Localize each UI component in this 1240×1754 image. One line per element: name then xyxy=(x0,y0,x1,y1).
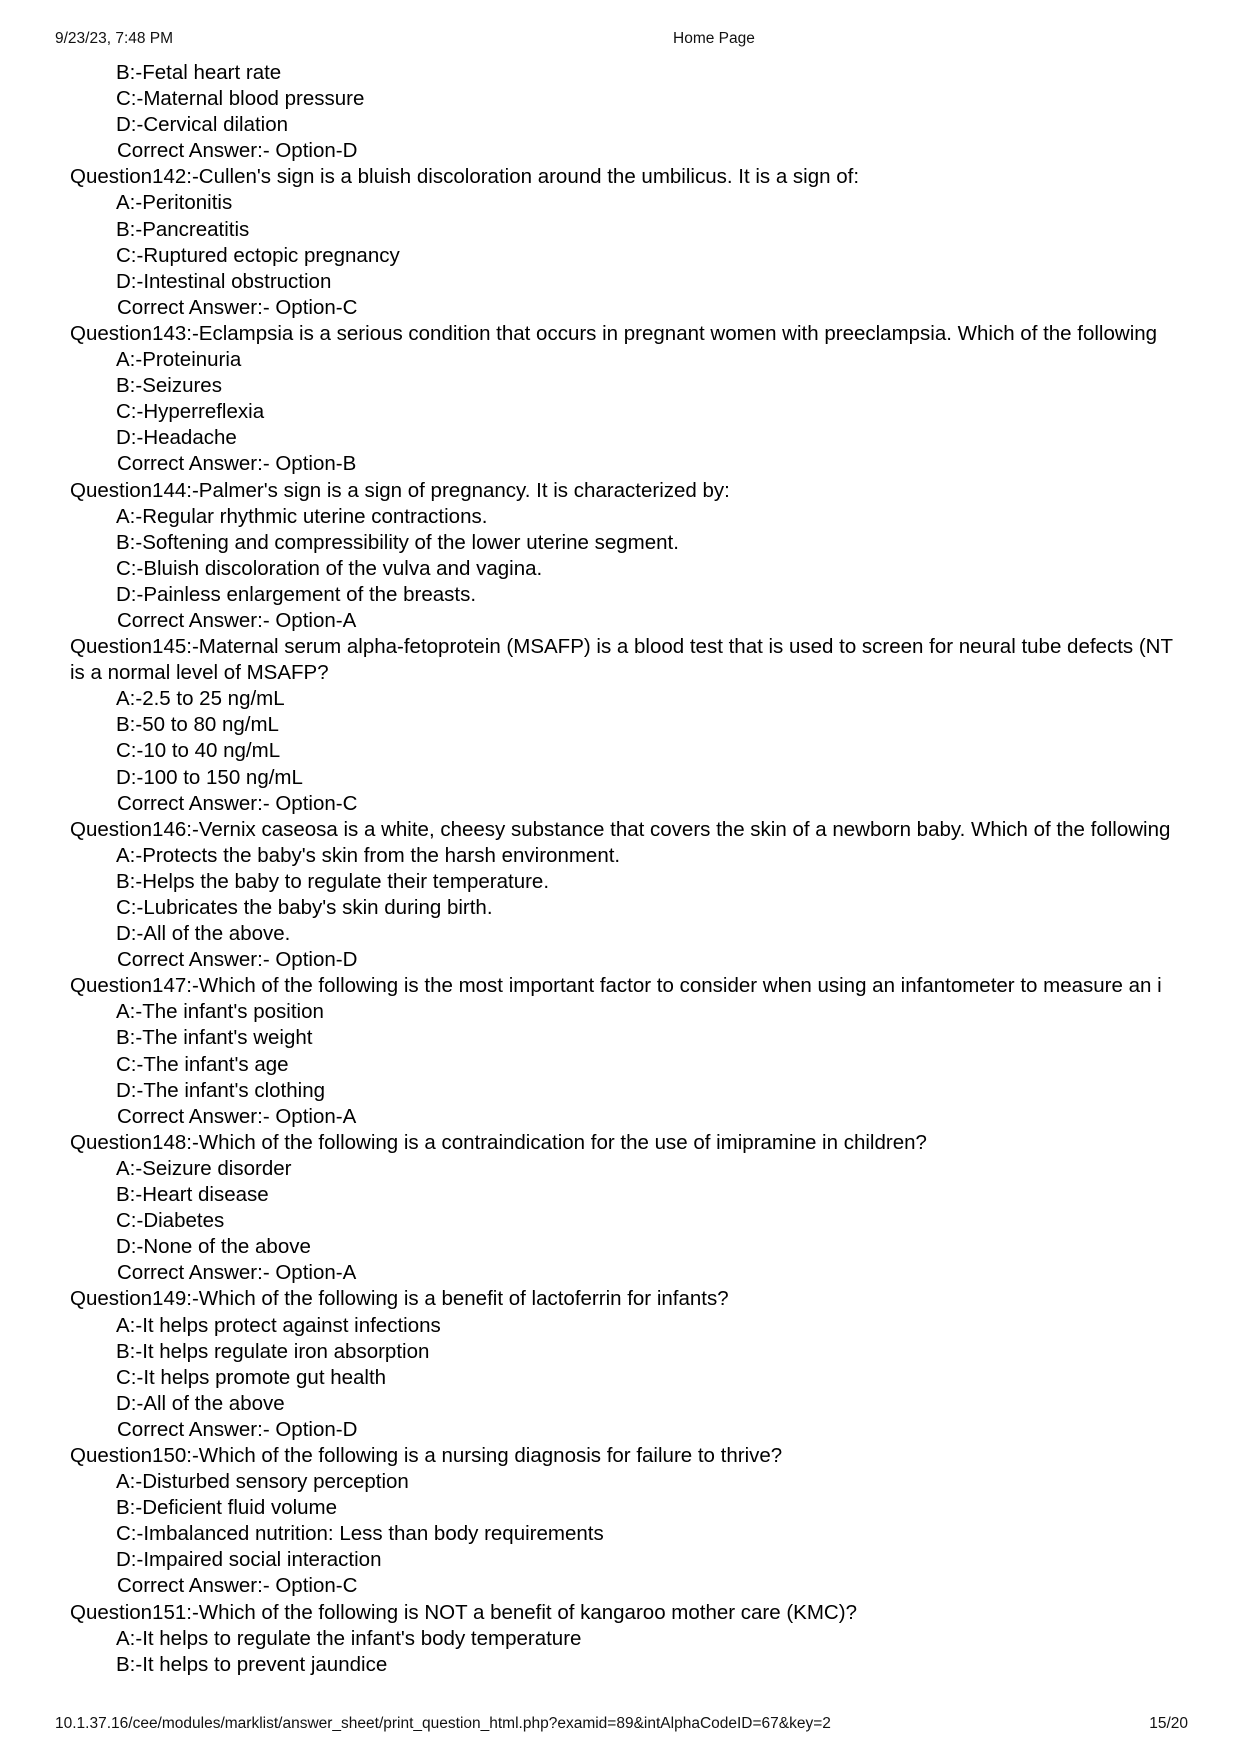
option: B:-Seizures xyxy=(116,374,222,398)
correct-answer: Correct Answer:- Option-D xyxy=(117,139,358,163)
question-block xyxy=(70,634,1180,817)
option: D:-Intestinal obstruction xyxy=(116,269,332,293)
option: C:-The infant's age xyxy=(116,1052,289,1076)
question-text: Question144:-Palmer's sign is a sign of pregnancy. It is characterized by: xyxy=(70,478,730,502)
continued-question xyxy=(70,60,1180,164)
option: D:-All of the above xyxy=(116,1391,285,1415)
option: A:-Disturbed sensory perception xyxy=(116,1470,409,1494)
option: B:-Pancreatitis xyxy=(116,217,250,241)
option: D:-100 to 150 ng/mL xyxy=(116,765,303,789)
question-text: Question150:-Which of the following is a nursing diagnosis for failure to thrive? xyxy=(70,1443,783,1467)
option: D:-Painless enlargement of the breasts. xyxy=(116,582,477,606)
question-block xyxy=(70,1130,1180,1287)
question-block xyxy=(70,1286,1180,1443)
option: B:-It helps regulate iron absorption xyxy=(116,1339,430,1363)
question-text: Question145:-Maternal serum alpha-fetoprotein (MSAFP) is a blood test that is used to screen for neural tube defects (NT xyxy=(70,635,1173,659)
question-block xyxy=(70,321,1180,478)
correct-answer: Correct Answer:- Option-B xyxy=(117,452,357,476)
option: C:-Lubricates the baby's skin during birth. xyxy=(116,896,493,919)
option: C:-Diabetes xyxy=(116,1209,225,1233)
print-header xyxy=(0,29,1240,49)
option: A:-Proteinuria xyxy=(116,348,242,372)
correct-answer: Correct Answer:- Option-C xyxy=(117,295,358,319)
option: D:-Headache xyxy=(116,426,237,450)
question-block xyxy=(70,1443,1180,1600)
option: B:-Softening and compressibility of the lower uterine segment. xyxy=(116,530,679,554)
option: C:-Imbalanced nutrition: Less than body requirements xyxy=(116,1522,604,1546)
option: A:-Protects the baby's skin from the harsh environment. xyxy=(116,843,621,867)
print-url: 10.1.37.16/cee/modules/marklist/answer_sheet/print_question_html.php?examid=89&intAlphaCodeID=67&key=2 xyxy=(55,1715,831,1732)
option: C:-Hyperreflexia xyxy=(116,400,265,424)
option: B:-Heart disease xyxy=(116,1183,269,1207)
question-text: Question148:-Which of the following is a contraindication for the use of imipramine in children? xyxy=(70,1130,927,1154)
question-text: Question147:-Which of the following is the most important factor to consider when using an infantometer to measure an i xyxy=(70,974,1162,998)
correct-answer: Correct Answer:- Option-C xyxy=(117,791,358,815)
option: A:-It helps protect against infections xyxy=(116,1313,441,1337)
correct-answer: Correct Answer:- Option-A xyxy=(117,608,357,632)
print-footer xyxy=(0,1714,1240,1734)
option: A:-2.5 to 25 ng/mL xyxy=(116,687,285,711)
option: A:-Seizure disorder xyxy=(116,1156,292,1180)
question-text: Question143:-Eclampsia is a serious condition that occurs in pregnant women with preeclampsia. Which of the following xyxy=(70,321,1158,345)
option: D:-None of the above xyxy=(116,1235,311,1259)
print-page-title: Home Page xyxy=(673,30,755,47)
print-datetime: 9/23/23, 7:48 PM xyxy=(55,30,174,47)
option: B:-Deficient fluid volume xyxy=(116,1496,338,1520)
question-text-continued: is a normal level of MSAFP? xyxy=(70,661,329,685)
question-block xyxy=(70,164,1180,321)
question-list xyxy=(70,164,1180,1677)
question-block xyxy=(70,478,1180,635)
correct-answer: Correct Answer:- Option-C xyxy=(117,1574,358,1598)
option: D:-Impaired social interaction xyxy=(116,1548,382,1572)
correct-answer: Correct Answer:- Option-A xyxy=(117,1104,357,1128)
option: B:-The infant's weight xyxy=(116,1026,313,1050)
option: B:-Helps the baby to regulate their temperature. xyxy=(116,869,550,893)
question-block xyxy=(70,817,1180,974)
correct-answer: Correct Answer:- Option-A xyxy=(117,1261,357,1285)
option: A:-The infant's position xyxy=(116,1000,324,1024)
option: A:-Regular rhythmic uterine contractions. xyxy=(116,504,488,528)
option: D:-Cervical dilation xyxy=(116,113,289,137)
question-text: Question146:-Vernix caseosa is a white, cheesy substance that covers the skin of a newborn baby. Which of the following xyxy=(70,817,1171,841)
correct-answer: Correct Answer:- Option-D xyxy=(117,1417,358,1441)
question-block xyxy=(70,1600,1180,1678)
option: B:-It helps to prevent jaundice xyxy=(116,1652,388,1676)
option: B:-Fetal heart rate xyxy=(116,61,282,84)
question-text: Question151:-Which of the following is NOT a benefit of kangaroo mother care (KMC)? xyxy=(70,1600,857,1624)
option: D:-The infant's clothing xyxy=(116,1078,326,1102)
option: C:-10 to 40 ng/mL xyxy=(116,739,281,763)
option: C:-It helps promote gut health xyxy=(116,1365,387,1389)
option: C:-Maternal blood pressure xyxy=(116,87,365,111)
option: C:-Bluish discoloration of the vulva and vagina. xyxy=(116,556,543,580)
question-text: Question142:-Cullen's sign is a bluish discoloration around the umbilicus. It is a sign of: xyxy=(70,165,860,189)
question-sheet xyxy=(70,60,1180,1690)
option: B:-50 to 80 ng/mL xyxy=(116,713,279,737)
option: C:-Ruptured ectopic pregnancy xyxy=(116,243,400,267)
question-block xyxy=(70,973,1180,1130)
correct-answer: Correct Answer:- Option-D xyxy=(117,948,358,972)
option: D:-All of the above. xyxy=(116,922,291,946)
option: A:-Peritonitis xyxy=(116,191,233,215)
page-number: 15/20 xyxy=(1149,1715,1188,1732)
option: A:-It helps to regulate the infant's body temperature xyxy=(116,1626,582,1650)
question-text: Question149:-Which of the following is a benefit of lactoferrin for infants? xyxy=(70,1287,729,1311)
